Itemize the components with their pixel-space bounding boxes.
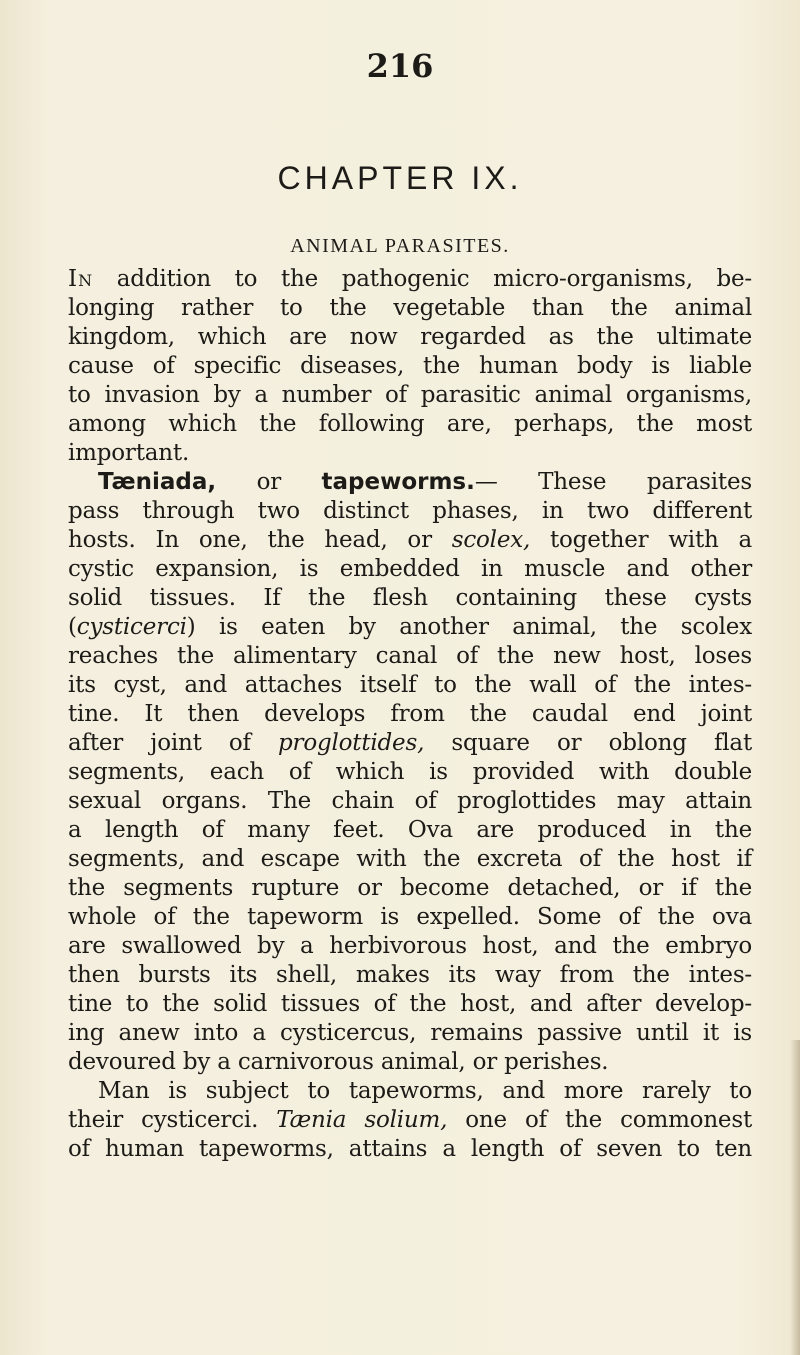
text-line: a length of many feet. Ova are produced in the bbox=[68, 817, 752, 843]
text-line: sexual organs. The chain of proglottides may attain bbox=[68, 788, 752, 814]
text-line bbox=[68, 265, 752, 294]
page-number: 216 bbox=[366, 47, 434, 85]
line-text: together with a bbox=[530, 527, 752, 553]
chapter-title: CHAPTER IX. bbox=[277, 160, 523, 196]
text-line bbox=[68, 526, 752, 555]
line-text: ) is eaten by another animal, the scolex bbox=[186, 614, 752, 640]
text-line: important. bbox=[68, 440, 190, 466]
text-line bbox=[68, 468, 752, 497]
text-line: ing anew into a cysticercus, remains passive until it is bbox=[68, 1020, 752, 1046]
text-line: devoured by a carnivorous animal, or perishes. bbox=[68, 1049, 609, 1075]
page-edge-shadow bbox=[790, 1040, 800, 1355]
dropcap-word: In bbox=[68, 266, 94, 292]
line-text: addition to the pathogenic micro-organisms, be- bbox=[93, 266, 752, 292]
italic-term: scolex, bbox=[451, 527, 531, 553]
line-text: or bbox=[216, 469, 322, 495]
text-line: then bursts its shell, makes its way from the intes- bbox=[68, 962, 752, 988]
line-text: after joint of bbox=[68, 730, 278, 756]
line-text: square or oblong flat bbox=[424, 730, 752, 756]
text-line: segments, and escape with the excreta of the host if bbox=[68, 846, 752, 872]
line-text: one of the commonest bbox=[447, 1107, 752, 1133]
italic-term: Tænia solium, bbox=[276, 1107, 448, 1133]
term-taeniada: Tæniada, bbox=[98, 469, 217, 495]
text-line: tine to the solid tissues of the host, and after develop- bbox=[68, 991, 752, 1017]
text-line: tine. It then develops from the caudal end joint bbox=[68, 701, 752, 727]
text-line: segments, each of which is provided with double bbox=[68, 759, 752, 785]
line-text: ( bbox=[68, 614, 77, 640]
text-line: cause of specific diseases, the human body is liable bbox=[68, 353, 752, 379]
line-text: their cysticerci. bbox=[68, 1107, 277, 1133]
section-title: ANIMAL PARASITES. bbox=[290, 235, 510, 257]
text-line: pass through two distinct phases, in two different bbox=[68, 498, 752, 524]
line-text: — These parasites bbox=[474, 469, 752, 495]
text-line: whole of the tapeworm is expelled. Some of the ova bbox=[68, 904, 752, 930]
text-line: its cyst, and attaches itself to the wall of the intes- bbox=[68, 672, 752, 698]
text-line: Man is subject to tapeworms, and more rarely to bbox=[98, 1078, 752, 1104]
text-line: longing rather to the vegetable than the animal bbox=[68, 295, 752, 321]
line-text: hosts. In one, the head, or bbox=[68, 527, 432, 553]
text-line: the segments rupture or become detached, or if the bbox=[68, 875, 752, 901]
text-line bbox=[68, 1106, 752, 1135]
text-line: among which the following are, perhaps, the most bbox=[68, 411, 752, 437]
text-line: solid tissues. If the flesh containing these cysts bbox=[68, 585, 752, 611]
term-tapeworms: tapeworms. bbox=[321, 469, 475, 495]
text-line: kingdom, which are now regarded as the ultimate bbox=[68, 324, 752, 350]
text-line: to invasion by a number of parasitic animal organisms, bbox=[68, 382, 752, 408]
text-line: cystic expansion, is embedded in muscle and other bbox=[68, 556, 752, 582]
text-line: reaches the alimentary canal of the new host, loses bbox=[68, 643, 752, 669]
text-line: are swallowed by a herbivorous host, and the embryo bbox=[68, 933, 752, 959]
text-line: of human tapeworms, attains a length of seven to ten bbox=[68, 1136, 752, 1162]
italic-term: proglottides, bbox=[278, 730, 425, 756]
text-line bbox=[68, 729, 752, 758]
text-line bbox=[68, 613, 752, 642]
italic-term: cysticerci bbox=[76, 614, 187, 640]
body-text bbox=[68, 265, 752, 1164]
